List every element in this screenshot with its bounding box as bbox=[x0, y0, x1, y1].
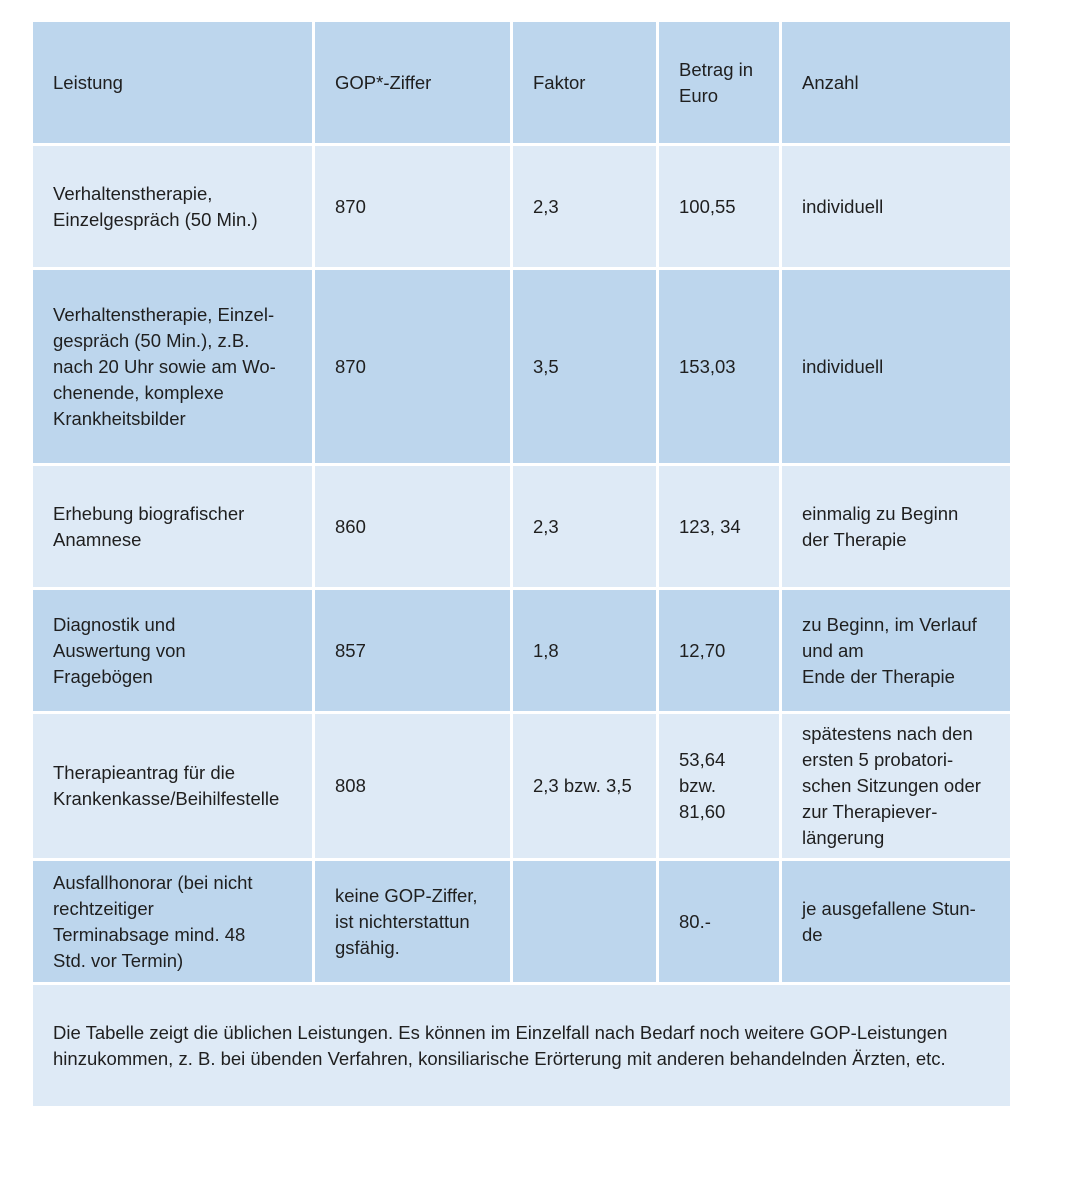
header-gop-ziffer: GOP*-Ziffer bbox=[315, 22, 513, 143]
cell-anzahl: einmalig zu Beginn der Therapie bbox=[782, 466, 1010, 587]
cell-gop-ziffer: 860 bbox=[315, 466, 513, 587]
header-anzahl: Anzahl bbox=[782, 22, 1010, 143]
cell-anzahl: individuell bbox=[782, 270, 1010, 463]
table-row bbox=[33, 714, 1010, 861]
table-row bbox=[33, 861, 1010, 985]
table-row bbox=[33, 146, 1010, 270]
cell-gop-ziffer: 870 bbox=[315, 146, 513, 267]
cell-betrag: 153,03 bbox=[659, 270, 782, 463]
cell-anzahl: individuell bbox=[782, 146, 1010, 267]
cell-leistung: Ausfallhonorar (bei nicht rechtzeitiger Terminabsage mind. 48 Std. vor Termin) bbox=[33, 861, 315, 982]
header-betrag: Betrag in Euro bbox=[659, 22, 782, 143]
cell-faktor: 3,5 bbox=[513, 270, 659, 463]
table-note-row bbox=[33, 985, 1010, 1106]
cell-gop-ziffer: keine GOP-Ziffer, ist nichterstattun gsfähig. bbox=[315, 861, 513, 982]
table-note: Die Tabelle zeigt die üblichen Leistungen. Es können im Einzelfall nach Bedarf noch weitere GOP-Leistungen hinzukommen, z. B. bei übenden Verfahren, konsiliarische Erörterung mit anderen behandelnden Ärzten, etc. bbox=[33, 985, 1010, 1106]
table-row bbox=[33, 270, 1010, 466]
cell-betrag: 100,55 bbox=[659, 146, 782, 267]
cell-betrag: 53,64 bzw. 81,60 bbox=[659, 714, 782, 858]
table-header-row bbox=[33, 22, 1010, 146]
cell-leistung: Verhaltenstherapie, Einzelgespräch (50 Min.) bbox=[33, 146, 315, 267]
table-row bbox=[33, 590, 1010, 714]
cell-leistung: Verhaltenstherapie, Einzel- gespräch (50 Min.), z.B. nach 20 Uhr sowie am Wo- chenende, komplexe Krankheitsbilder bbox=[33, 270, 315, 463]
cell-gop-ziffer: 870 bbox=[315, 270, 513, 463]
cell-anzahl: zu Beginn, im Verlauf und am Ende der Therapie bbox=[782, 590, 1010, 711]
cell-faktor: 2,3 bzw. 3,5 bbox=[513, 714, 659, 858]
cell-leistung: Diagnostik und Auswertung von Fragebögen bbox=[33, 590, 315, 711]
cell-anzahl: je ausgefallene Stun- de bbox=[782, 861, 1010, 982]
cell-leistung: Erhebung biografischer Anamnese bbox=[33, 466, 315, 587]
cell-faktor: 2,3 bbox=[513, 466, 659, 587]
cell-betrag: 123, 34 bbox=[659, 466, 782, 587]
cell-betrag: 80.- bbox=[659, 861, 782, 982]
cell-betrag: 12,70 bbox=[659, 590, 782, 711]
cell-leistung: Therapieantrag für die Krankenkasse/Beihilfestelle bbox=[33, 714, 315, 858]
cell-anzahl: spätestens nach den ersten 5 probatori- schen Sitzungen oder zur Therapiever- längerung bbox=[782, 714, 1010, 858]
cell-faktor: 2,3 bbox=[513, 146, 659, 267]
cell-gop-ziffer: 808 bbox=[315, 714, 513, 858]
header-leistung: Leistung bbox=[33, 22, 315, 143]
cell-gop-ziffer: 857 bbox=[315, 590, 513, 711]
header-faktor: Faktor bbox=[513, 22, 659, 143]
table-row bbox=[33, 466, 1010, 590]
fee-table bbox=[33, 22, 1010, 1106]
cell-faktor bbox=[513, 861, 659, 982]
cell-faktor: 1,8 bbox=[513, 590, 659, 711]
